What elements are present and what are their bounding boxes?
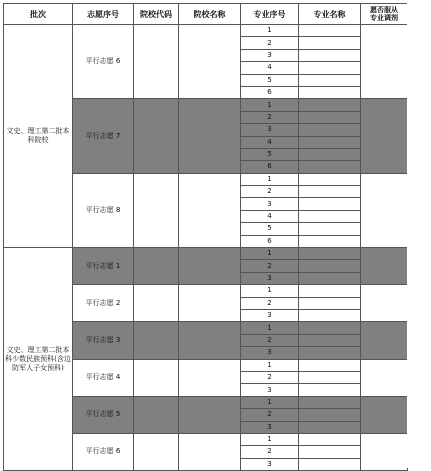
- major-name-cell[interactable]: [299, 446, 361, 458]
- header-accept-adjustment-line1: 愿否服从: [370, 6, 398, 14]
- major-name-cell[interactable]: [299, 49, 361, 61]
- major-name-cell[interactable]: [299, 198, 361, 210]
- major-name-cell[interactable]: [299, 458, 361, 470]
- major-number-cell: 6: [241, 235, 299, 247]
- major-number-cell: 5: [241, 148, 299, 160]
- major-number-cell: 4: [241, 210, 299, 222]
- major-name-cell[interactable]: [299, 359, 361, 371]
- school-code-cell[interactable]: [134, 99, 179, 173]
- major-name-cell[interactable]: [299, 322, 361, 334]
- plan-label-cell: 平行志愿 1: [73, 248, 134, 285]
- plan-label-cell: 平行志愿 4: [73, 359, 134, 396]
- major-name-cell[interactable]: [299, 74, 361, 86]
- major-number-cell: 1: [241, 322, 299, 334]
- accept-adjustment-cell[interactable]: [361, 322, 408, 359]
- plan-label-cell: 平行志愿 6: [73, 433, 134, 470]
- header-plan-number: 志愿序号: [73, 4, 134, 25]
- school-name-cell[interactable]: [179, 285, 241, 322]
- school-code-cell[interactable]: [134, 359, 179, 396]
- major-number-cell: 5: [241, 74, 299, 86]
- plan-label-cell: 平行志愿 3: [73, 322, 134, 359]
- accept-adjustment-cell[interactable]: [361, 25, 408, 99]
- major-number-cell: 1: [241, 433, 299, 445]
- major-number-cell: 3: [241, 458, 299, 470]
- major-number-cell: 3: [241, 124, 299, 136]
- major-name-cell[interactable]: [299, 25, 361, 37]
- batch-cell: 文史、理工第二批本科少数民族预科(含边防军人子女预科): [4, 248, 73, 471]
- major-name-cell[interactable]: [299, 384, 361, 396]
- major-number-cell: 2: [241, 409, 299, 421]
- major-name-cell[interactable]: [299, 371, 361, 383]
- major-number-cell: 1: [241, 285, 299, 297]
- major-number-cell: 1: [241, 248, 299, 260]
- major-name-cell[interactable]: [299, 186, 361, 198]
- accept-adjustment-cell[interactable]: [361, 99, 408, 173]
- major-number-cell: 3: [241, 198, 299, 210]
- school-code-cell[interactable]: [134, 322, 179, 359]
- major-number-cell: 3: [241, 421, 299, 433]
- school-name-cell[interactable]: [179, 248, 241, 285]
- accept-adjustment-cell[interactable]: [361, 433, 408, 470]
- major-name-cell[interactable]: [299, 111, 361, 123]
- plan-label-cell: 平行志愿 5: [73, 396, 134, 433]
- major-number-cell: 3: [241, 384, 299, 396]
- major-name-cell[interactable]: [299, 409, 361, 421]
- accept-adjustment-cell[interactable]: [361, 248, 408, 285]
- major-number-cell: 2: [241, 371, 299, 383]
- major-name-cell[interactable]: [299, 86, 361, 98]
- major-number-cell: 1: [241, 173, 299, 185]
- major-number-cell: 2: [241, 186, 299, 198]
- major-name-cell[interactable]: [299, 210, 361, 222]
- table-row: [4, 248, 408, 260]
- major-name-cell[interactable]: [299, 173, 361, 185]
- school-code-cell[interactable]: [134, 248, 179, 285]
- accept-adjustment-cell[interactable]: [361, 396, 408, 433]
- major-name-cell[interactable]: [299, 248, 361, 260]
- application-form-table: [3, 3, 408, 471]
- major-number-cell: 2: [241, 260, 299, 272]
- school-name-cell[interactable]: [179, 322, 241, 359]
- major-name-cell[interactable]: [299, 260, 361, 272]
- header-batch: 批次: [4, 4, 73, 25]
- header-row: [4, 4, 408, 25]
- header-school-code: 院校代码: [134, 4, 179, 25]
- major-number-cell: 2: [241, 446, 299, 458]
- batch-cell: 文史、理工第二批本科院校: [4, 25, 73, 248]
- school-code-cell[interactable]: [134, 25, 179, 99]
- major-name-cell[interactable]: [299, 223, 361, 235]
- plan-label-cell: 平行志愿 2: [73, 285, 134, 322]
- major-number-cell: 2: [241, 297, 299, 309]
- plan-label-cell: 平行志愿 8: [73, 173, 134, 247]
- header-accept-adjustment: [361, 4, 408, 25]
- major-number-cell: 6: [241, 161, 299, 173]
- header-major-number: 专业序号: [241, 4, 299, 25]
- accept-adjustment-cell[interactable]: [361, 173, 408, 247]
- major-name-cell[interactable]: [299, 396, 361, 408]
- major-name-cell[interactable]: [299, 62, 361, 74]
- form-body: [4, 25, 408, 471]
- major-number-cell: 6: [241, 86, 299, 98]
- major-name-cell[interactable]: [299, 161, 361, 173]
- header-accept-adjustment-line2: 专业调剂: [370, 14, 398, 22]
- major-name-cell[interactable]: [299, 235, 361, 247]
- school-code-cell[interactable]: [134, 285, 179, 322]
- school-code-cell[interactable]: [134, 433, 179, 470]
- accept-adjustment-cell[interactable]: [361, 359, 408, 396]
- plan-label-cell: 平行志愿 6: [73, 25, 134, 99]
- major-number-cell: 1: [241, 396, 299, 408]
- major-number-cell: 4: [241, 136, 299, 148]
- major-name-cell[interactable]: [299, 347, 361, 359]
- major-number-cell: 3: [241, 49, 299, 61]
- major-name-cell[interactable]: [299, 334, 361, 346]
- major-name-cell[interactable]: [299, 421, 361, 433]
- school-name-cell[interactable]: [179, 99, 241, 173]
- major-number-cell: 1: [241, 359, 299, 371]
- school-name-cell[interactable]: [179, 433, 241, 470]
- major-number-cell: 4: [241, 62, 299, 74]
- school-name-cell[interactable]: [179, 359, 241, 396]
- accept-adjustment-cell[interactable]: [361, 285, 408, 322]
- school-name-cell[interactable]: [179, 396, 241, 433]
- major-number-cell: 3: [241, 272, 299, 284]
- major-name-cell[interactable]: [299, 433, 361, 445]
- major-number-cell: 2: [241, 334, 299, 346]
- school-name-cell[interactable]: [179, 173, 241, 247]
- school-name-cell[interactable]: [179, 25, 241, 99]
- school-code-cell[interactable]: [134, 396, 179, 433]
- header-major-name: 专业名称: [299, 4, 361, 25]
- major-name-cell[interactable]: [299, 99, 361, 111]
- major-name-cell[interactable]: [299, 297, 361, 309]
- major-number-cell: 1: [241, 99, 299, 111]
- major-number-cell: 2: [241, 111, 299, 123]
- major-name-cell[interactable]: [299, 309, 361, 321]
- major-number-cell: 5: [241, 223, 299, 235]
- page-margin: [407, 0, 431, 468]
- school-code-cell[interactable]: [134, 173, 179, 247]
- major-name-cell[interactable]: [299, 136, 361, 148]
- major-name-cell[interactable]: [299, 124, 361, 136]
- major-name-cell[interactable]: [299, 285, 361, 297]
- table-row: [4, 25, 408, 37]
- major-number-cell: 1: [241, 25, 299, 37]
- major-name-cell[interactable]: [299, 148, 361, 160]
- major-name-cell[interactable]: [299, 37, 361, 49]
- major-number-cell: 2: [241, 37, 299, 49]
- major-number-cell: 3: [241, 309, 299, 321]
- header-school-name: 院校名称: [179, 4, 241, 25]
- plan-label-cell: 平行志愿 7: [73, 99, 134, 173]
- major-name-cell[interactable]: [299, 272, 361, 284]
- major-number-cell: 3: [241, 347, 299, 359]
